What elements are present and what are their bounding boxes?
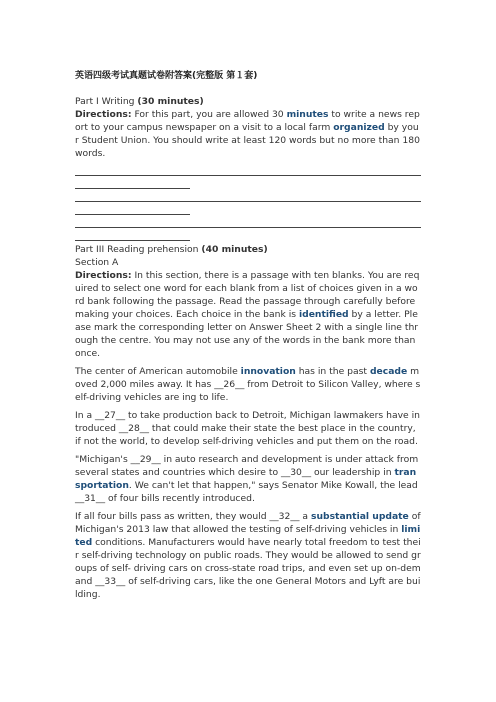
part1-time: (30 minutes) bbox=[137, 96, 204, 107]
part1-directions-text-c: by your Student Union. You should write at least 120 words but no more than 180 words. bbox=[75, 122, 420, 159]
keyword-link-identified[interactable]: identified bbox=[298, 309, 349, 320]
p1-text-b: has in the past bbox=[295, 366, 370, 377]
keyword-link-decade[interactable]: decade bbox=[369, 366, 408, 377]
writing-line bbox=[75, 204, 421, 217]
passage-paragraph-3 bbox=[75, 453, 421, 505]
p1-text-a: The center of American automobile bbox=[75, 366, 241, 377]
p3-text-a: "Michigan's __29__ in auto research and development is under attack from several states and countries which desire to __30__ our leadership in bbox=[75, 454, 419, 478]
part1-directions-text-a: For this part, you are allowed 30 bbox=[131, 109, 287, 120]
p4-text-c: conditions. Manufacturers would have nearly total freedom to test their self-driving technology on public roads. They would be allowed to send groups of self- driving cars on cross-state road trips, and even set up on-demand __33__ of self-driving cars, like the one General Motors and Lyft are building. bbox=[75, 537, 421, 600]
passage-paragraph-2: In a __27__ to take production back to Detroit, Michigan lawmakers have introduced __28__ that could make their state the best place in the country, if not the world, to develop self-driving vehicles and put them on the road. bbox=[75, 410, 420, 447]
p4-text-a: If all four bills pass as written, they would __32__ a bbox=[75, 511, 311, 522]
document-title: 英语四级考试真题试卷附答案(完整版 第１套) bbox=[75, 71, 258, 81]
part1-heading-text: Part I Writing bbox=[75, 96, 135, 107]
part3-directions-label: Directions: bbox=[75, 270, 132, 281]
part1-heading bbox=[75, 95, 421, 108]
part1-directions bbox=[75, 108, 421, 160]
part1-directions-text-b: to write a news report to your campus newspaper on a visit to a local farm bbox=[75, 109, 420, 133]
passage-paragraph-4 bbox=[75, 510, 421, 601]
keyword-link-transportation[interactable]: transportation bbox=[75, 467, 417, 491]
keyword-link-limited[interactable]: limited bbox=[75, 524, 421, 548]
part3-directions-text-b: by a letter. Please mark the corresponding letter on Answer Sheet 2 with a single line through the centre. You may not use any of the words in the bank more than once. bbox=[75, 309, 419, 359]
writing-line bbox=[75, 217, 421, 230]
part3-time: (40 minutes) bbox=[201, 244, 268, 255]
writing-line bbox=[75, 178, 421, 191]
keyword-link-substantial-update[interactable]: substantial update bbox=[311, 511, 409, 522]
writing-line bbox=[75, 165, 421, 178]
document-body bbox=[75, 95, 421, 601]
part3-directions bbox=[75, 269, 421, 360]
p4-text-b: of Michigan's 2013 law that allowed the testing of self-driving vehicles in bbox=[75, 511, 421, 535]
writing-line bbox=[75, 230, 421, 243]
part1-directions-label: Directions: bbox=[75, 109, 132, 120]
keyword-link-minutes[interactable]: minutes bbox=[286, 109, 329, 120]
part3-directions-text-a: In this section, there is a passage with ten blanks. You are required to select one word for each blank from a list of choices given in a word bank following the passage. Read the passage through carefully before making your choices. Each choice in the bank is bbox=[75, 270, 420, 320]
part3-heading-text: Part III Reading prehension bbox=[75, 244, 199, 255]
p1-text-c: moved 2,000 miles away. It has __26__ from Detroit to Silicon Valley, where self-driving vehicles are ing to life. bbox=[75, 366, 421, 403]
part3-heading bbox=[75, 243, 421, 256]
p3-text-b: . We can't let that happen," says Senator Mike Kowall, the lead __31__ of four bills recently introduced. bbox=[75, 480, 418, 504]
keyword-link-innovation[interactable]: innovation bbox=[240, 366, 296, 377]
writing-line bbox=[75, 191, 421, 204]
passage-paragraph-1 bbox=[75, 365, 421, 404]
keyword-link-organized[interactable]: organized bbox=[333, 122, 385, 133]
section-label: Section A bbox=[75, 257, 119, 268]
